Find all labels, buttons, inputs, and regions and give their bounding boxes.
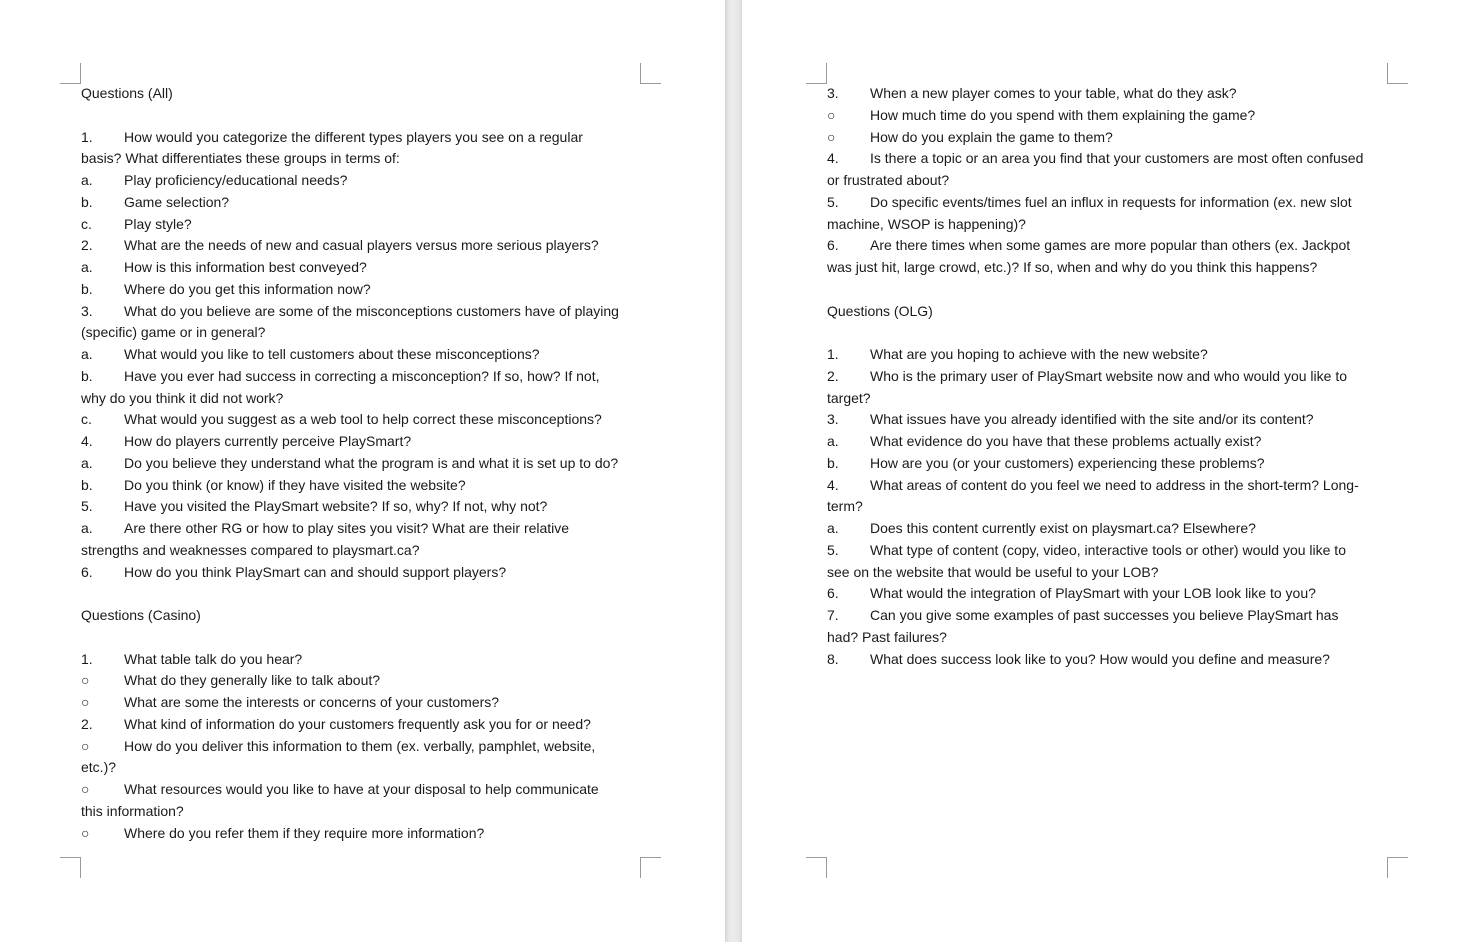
list-marker: 2. (81, 715, 93, 732)
page-body[interactable] (81, 83, 643, 844)
list-item (827, 192, 1392, 214)
list-item-text: How much time do you spend with them explaining the game? (870, 106, 1256, 123)
list-item-text: How do you explain the game to them? (870, 128, 1113, 145)
list-item-continuation: why do you think it did not work? (81, 389, 284, 406)
list-item (81, 562, 643, 584)
list-item-text: Do you think (or know) if they have visited the website? (124, 476, 466, 493)
list-item (827, 344, 1392, 366)
list-marker: b. (81, 367, 93, 384)
list-item-text: What issues have you already identified with the site and/or its content? (870, 411, 1314, 428)
list-marker: ○ (81, 781, 90, 797)
list-marker: a. (827, 520, 839, 536)
list-marker: 5. (81, 498, 93, 515)
list-item (81, 170, 643, 192)
list-item-text: Who is the primary user of PlaySmart website now and who would you like to (870, 367, 1347, 384)
list-item-text: What areas of content do you feel we need to address in the short-term? Long- (870, 476, 1359, 493)
list-item (81, 279, 643, 301)
list-item-text: What would you suggest as a web tool to help correct these misconceptions? (124, 411, 602, 428)
list-marker: 5. (827, 193, 839, 210)
question-list-casino (81, 649, 643, 845)
list-item (81, 344, 643, 366)
list-item-text: Have you ever had success in correcting a misconception? If so, how? If not, (124, 367, 600, 384)
list-item (827, 127, 1392, 149)
list-item-text: Can you give some examples of past successes you believe PlaySmart has (870, 607, 1339, 623)
list-item-text: What are you hoping to achieve with the new website? (870, 346, 1208, 362)
list-item (827, 605, 1392, 627)
list-item (827, 366, 1392, 388)
spacer (81, 627, 643, 649)
list-marker: b. (81, 193, 93, 210)
margin-corner-bottom-left (60, 857, 81, 878)
question-list-all (81, 127, 643, 584)
list-item (81, 453, 643, 475)
list-marker: 3. (827, 85, 839, 101)
margin-corner-top-left (60, 63, 81, 84)
list-item-text: What are the needs of new and casual players versus more serious players? (124, 237, 599, 254)
list-marker: b. (81, 280, 93, 297)
page-gutter (725, 0, 742, 942)
list-marker: a. (827, 433, 839, 449)
list-marker: 8. (827, 650, 839, 667)
list-item (81, 714, 643, 736)
list-item (827, 431, 1392, 453)
list-item (827, 83, 1392, 105)
page-body[interactable] (827, 83, 1392, 670)
list-marker: a. (81, 346, 93, 362)
list-item (827, 518, 1392, 540)
question-list-casino-continued (827, 83, 1392, 279)
list-marker: 6. (827, 585, 839, 602)
list-item-text: What table talk do you hear? (124, 650, 303, 667)
list-item (81, 409, 643, 431)
list-marker: 1. (81, 128, 93, 145)
list-item-text: Are there times when some games are more popular than others (ex. Jackpot (870, 237, 1351, 254)
margin-corner-bottom-right (1387, 857, 1408, 878)
list-item-text: What does success look like to you? How would you define and measure? (870, 650, 1330, 667)
list-item-text: What are some the interests or concerns of your customers? (124, 694, 500, 710)
list-item-text: What would you like to tell customers about these misconceptions? (124, 346, 540, 362)
list-item-text: What resources would you like to have at your disposal to help communicate (124, 781, 599, 797)
list-item-text: Are there other RG or how to play sites you visit? What are their relative (124, 520, 570, 536)
list-marker: 2. (81, 237, 93, 254)
section-heading-all: Questions (All) (81, 85, 173, 101)
list-marker: a. (81, 259, 93, 275)
list-item (81, 518, 643, 540)
list-marker: ○ (81, 737, 90, 754)
list-marker: 3. (827, 411, 839, 428)
list-item (827, 453, 1392, 475)
list-item-text: Have you visited the PlaySmart website? If so, why? If not, why not? (124, 498, 548, 515)
list-item (827, 649, 1392, 671)
spacer (827, 322, 1392, 344)
list-marker: 4. (81, 433, 93, 449)
list-item (827, 409, 1392, 431)
list-item (81, 192, 643, 214)
list-item-text: Do you believe they understand what the program is and what it is set up to do? (124, 454, 619, 471)
list-item (81, 431, 643, 453)
list-marker: 6. (827, 237, 839, 254)
list-item (81, 257, 643, 279)
list-item (81, 475, 643, 497)
list-item (81, 692, 643, 714)
list-item-text: Where do you refer them if they require more information? (124, 824, 485, 841)
list-marker: ○ (827, 128, 836, 145)
list-marker: c. (81, 411, 92, 428)
list-marker: a. (81, 172, 93, 188)
list-item-text: Play style? (124, 215, 192, 232)
list-item-continuation: machine, WSOP is happening)? (827, 215, 1026, 232)
list-marker: 7. (827, 607, 839, 623)
margin-corner-top-right (640, 63, 661, 84)
list-item-continuation: target? (827, 389, 871, 406)
list-item-text: How is this information best conveyed? (124, 259, 367, 275)
list-item (81, 496, 643, 518)
margin-corner-bottom-left (806, 857, 827, 878)
list-marker: ○ (81, 694, 90, 710)
list-item-text: What type of content (copy, video, interactive tools or other) would you like to (870, 541, 1346, 558)
list-item-text: Play proficiency/educational needs? (124, 172, 348, 188)
margin-corner-bottom-right (640, 857, 661, 878)
list-item-text: How are you (or your customers) experiencing these problems? (870, 454, 1265, 471)
list-item-text: Where do you get this information now? (124, 280, 371, 297)
list-marker: 4. (827, 476, 839, 493)
list-item-text: How do players currently perceive PlaySmart? (124, 433, 412, 449)
list-item (81, 235, 643, 257)
list-item-continuation: this information? (81, 802, 184, 819)
list-item-text: What evidence do you have that these problems actually exist? (870, 433, 1262, 449)
list-item-text: What do they generally like to talk about? (124, 672, 381, 689)
list-marker: a. (81, 454, 93, 471)
list-item (827, 583, 1392, 605)
list-marker: 2. (827, 367, 839, 384)
list-item (81, 670, 643, 692)
list-marker: 5. (827, 541, 839, 558)
list-marker: ○ (827, 106, 836, 123)
list-item-text: Game selection? (124, 193, 230, 210)
spacer (81, 105, 643, 127)
list-item (81, 779, 643, 801)
list-item-text: What do you believe are some of the misconceptions customers have of playing (124, 302, 619, 319)
list-item (827, 235, 1392, 257)
list-item-continuation: was just hit, large crowd, etc.)? If so, when and why do you think this happens? (827, 259, 1318, 275)
list-item (81, 301, 643, 323)
list-item-text: Is there a topic or an area you find that your customers are most often confused (870, 150, 1364, 167)
list-item-text: Do specific events/times fuel an influx in requests for information (ex. new slot (870, 193, 1352, 210)
margin-corner-top-right (1387, 63, 1408, 84)
list-item (81, 736, 643, 758)
list-item-text: Does this content currently exist on playsmart.ca? Elsewhere? (870, 520, 1256, 536)
list-marker: c. (81, 215, 92, 232)
list-item (827, 105, 1392, 127)
list-item-text: How would you categorize the different types players you see on a regular (124, 128, 583, 145)
list-item-text: What kind of information do your customers frequently ask you for or need? (124, 715, 591, 732)
list-item-continuation: had? Past failures? (827, 628, 947, 645)
list-item-text: What would the integration of PlaySmart with your LOB look like to you? (870, 585, 1316, 602)
list-marker: 1. (81, 650, 93, 667)
list-item-continuation: etc.)? (81, 759, 117, 776)
section-heading-casino: Questions (Casino) (81, 607, 201, 623)
list-item-text: When a new player comes to your table, what do they ask? (870, 85, 1237, 101)
list-item-continuation: or frustrated about? (827, 172, 950, 188)
list-marker: ○ (81, 824, 90, 841)
list-item-text: How do you think PlaySmart can and should support players? (124, 563, 507, 580)
list-item-continuation: basis? What differentiates these groups in terms of: (81, 150, 400, 167)
list-marker: b. (81, 476, 93, 493)
list-marker: b. (827, 454, 839, 471)
list-item (827, 475, 1392, 497)
question-list-olg (827, 344, 1392, 670)
document-page-right (742, 0, 1467, 942)
spacer (827, 279, 1392, 301)
list-item-continuation: (specific) game or in general? (81, 324, 266, 341)
list-item-continuation: see on the website that would be useful to your LOB? (827, 563, 1159, 580)
list-marker: 4. (827, 150, 839, 167)
list-item (827, 540, 1392, 562)
list-item (81, 823, 643, 845)
list-item (81, 214, 643, 236)
list-item-continuation: strengths and weaknesses compared to playsmart.ca? (81, 541, 420, 558)
list-marker: a. (81, 520, 93, 536)
margin-corner-top-left (806, 63, 827, 84)
section-heading-olg: Questions (OLG) (827, 302, 933, 319)
list-item (81, 127, 643, 149)
list-item (827, 148, 1392, 170)
list-item-continuation: term? (827, 498, 863, 515)
spacer (81, 583, 643, 605)
list-item (81, 366, 643, 388)
list-item (81, 649, 643, 671)
document-page-left (0, 0, 725, 942)
list-marker: ○ (81, 672, 90, 689)
list-marker: 1. (827, 346, 839, 362)
list-item-text: How do you deliver this information to them (ex. verbally, pamphlet, website, (124, 737, 596, 754)
list-marker: 3. (81, 302, 93, 319)
list-marker: 6. (81, 563, 93, 580)
